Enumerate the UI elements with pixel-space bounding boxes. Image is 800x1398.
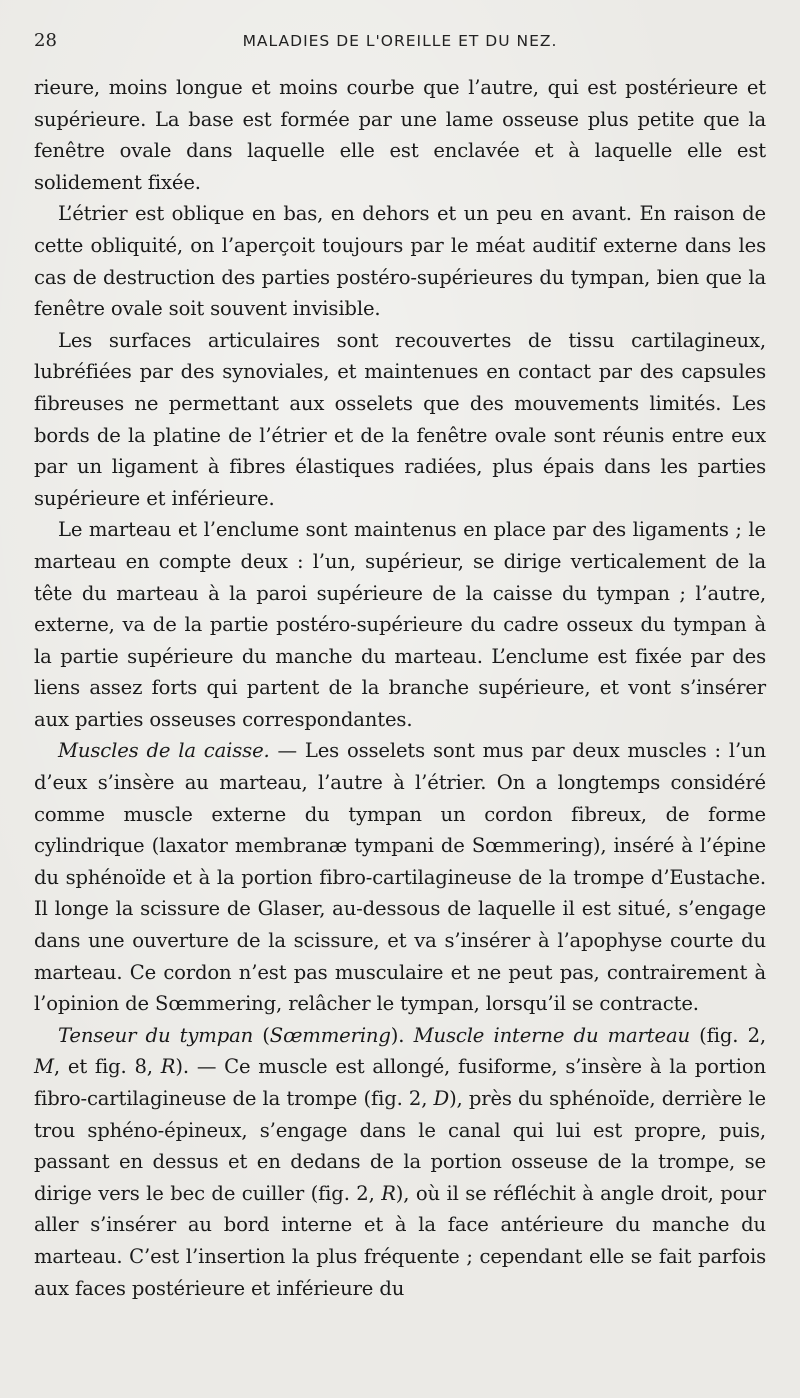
text-fragment: (	[253, 1023, 270, 1047]
figure-letter: D	[433, 1087, 450, 1110]
author-name: Sœmmering	[269, 1023, 391, 1047]
figure-letter: R	[160, 1055, 176, 1079]
section-heading: Tenseur du tympan	[58, 1023, 254, 1047]
text-fragment: ).	[390, 1023, 414, 1047]
body-text	[34, 72, 766, 1304]
figure-letter: R	[381, 1181, 396, 1205]
running-head	[34, 30, 766, 56]
paragraph: Les surfaces articulaires sont recouvertes de tissu cartilagineux, lubréfiées par des synoviales, et maintenues en contact par des capsules fibreuses ne permettant aux osselets que des mouvements limités. Les bords de la platine de l’étrier et de la fenêtre ovale sont réunis entre eux par un ligament à fibres élastiques radiées, plus épais dans les parties supérieure et inférieure.	[34, 328, 766, 510]
page-number: 28	[34, 30, 57, 51]
paragraph: L’étrier est oblique en bas, en dehors et un peu en avant. En raison de cette obliquité, on l’aperçoit toujours par le méat auditif externe dans les cas de destruction des parties postéro-supérieures du tympan, bien que la fenêtre ovale soit souvent invisible.	[34, 202, 766, 321]
text-fragment: ), près du sphénoïde, derrière le trou sphéno-épineux, s’engage dans le canal qui lui est propre, puis, passant en dessus et en dedans de la portion osseuse de la trompe, se dirige vers le bec de cuiller (fig. 2,	[34, 1087, 766, 1205]
text-fragment: (fig. 2,	[689, 1023, 766, 1047]
running-title: MALADIES DE L'OREILLE ET DU NEZ.	[242, 32, 558, 50]
paragraph-tenseur-tympan	[34, 1020, 766, 1304]
paragraph: Le marteau et l’enclume sont maintenus en place par des ligaments ; le marteau en compte deux : l’un, supérieur, se dirige verticalement de la tête du marteau à la paroi supérieure de la caisse du tympan ; l’autre, externe, va de la partie postéro-supérieure du cadre osseux du tympan à la partie supérieure du manche du marteau. L’enclume est fixée par des liens assez forts qui partent de la branche supérieure, et vont s’insérer aux parties osseuses correspondantes.	[34, 518, 766, 731]
paragraph-muscles-caisse	[34, 735, 766, 1019]
section-heading: Muscle interne du marteau	[413, 1023, 690, 1047]
paragraph: rieure, moins longue et moins courbe que l’autre, qui est postérieure et supérieure. La base est formée par une lame osseuse plus petite que la fenêtre ovale dans laquelle elle est enclavée et à laquelle elle est solidement fixée.	[34, 76, 766, 194]
paragraph-text: — Les osselets sont mus par deux muscles : l’un d’eux s’insère au marteau, l’autre à l’étrier. On a longtemps considéré comme muscle externe du tympan un cordon fibreux, de forme cylindrique (laxator membranæ tympani de Sœmmering), inséré à l’épine du sphénoïde et à la portion fibro-cartilagineuse de la trompe d’Eustache. Il longe la scissure de Glaser, au-dessous de laquelle il est situé, s’engage dans une ouverture de la scissure, et va s’insérer à l’apophyse courte du marteau. Ce cordon n’est pas musculaire et ne peut pas, contrairement à l’opinion de Sœmmering, relâcher le tympan, lorsqu’il se contracte.	[34, 739, 766, 1016]
text-fragment: ), où il se réfléchit à angle droit, pour aller s’insérer au bord interne et à la face antérieure du manche du marteau. C’est l’insertion la plus fréquente ; cependant elle se fait parfois aux faces postérieure et inférieure du	[34, 1181, 766, 1300]
text-fragment: ). — Ce muscle est allongé, fusiforme, s’insère à la portion fibro-cartilagineuse de la trompe (fig. 2,	[34, 1055, 766, 1110]
figure-letter: M	[34, 1055, 54, 1079]
text-fragment: , et fig. 8,	[53, 1055, 161, 1079]
section-heading: Muscles de la caisse.	[58, 739, 270, 763]
